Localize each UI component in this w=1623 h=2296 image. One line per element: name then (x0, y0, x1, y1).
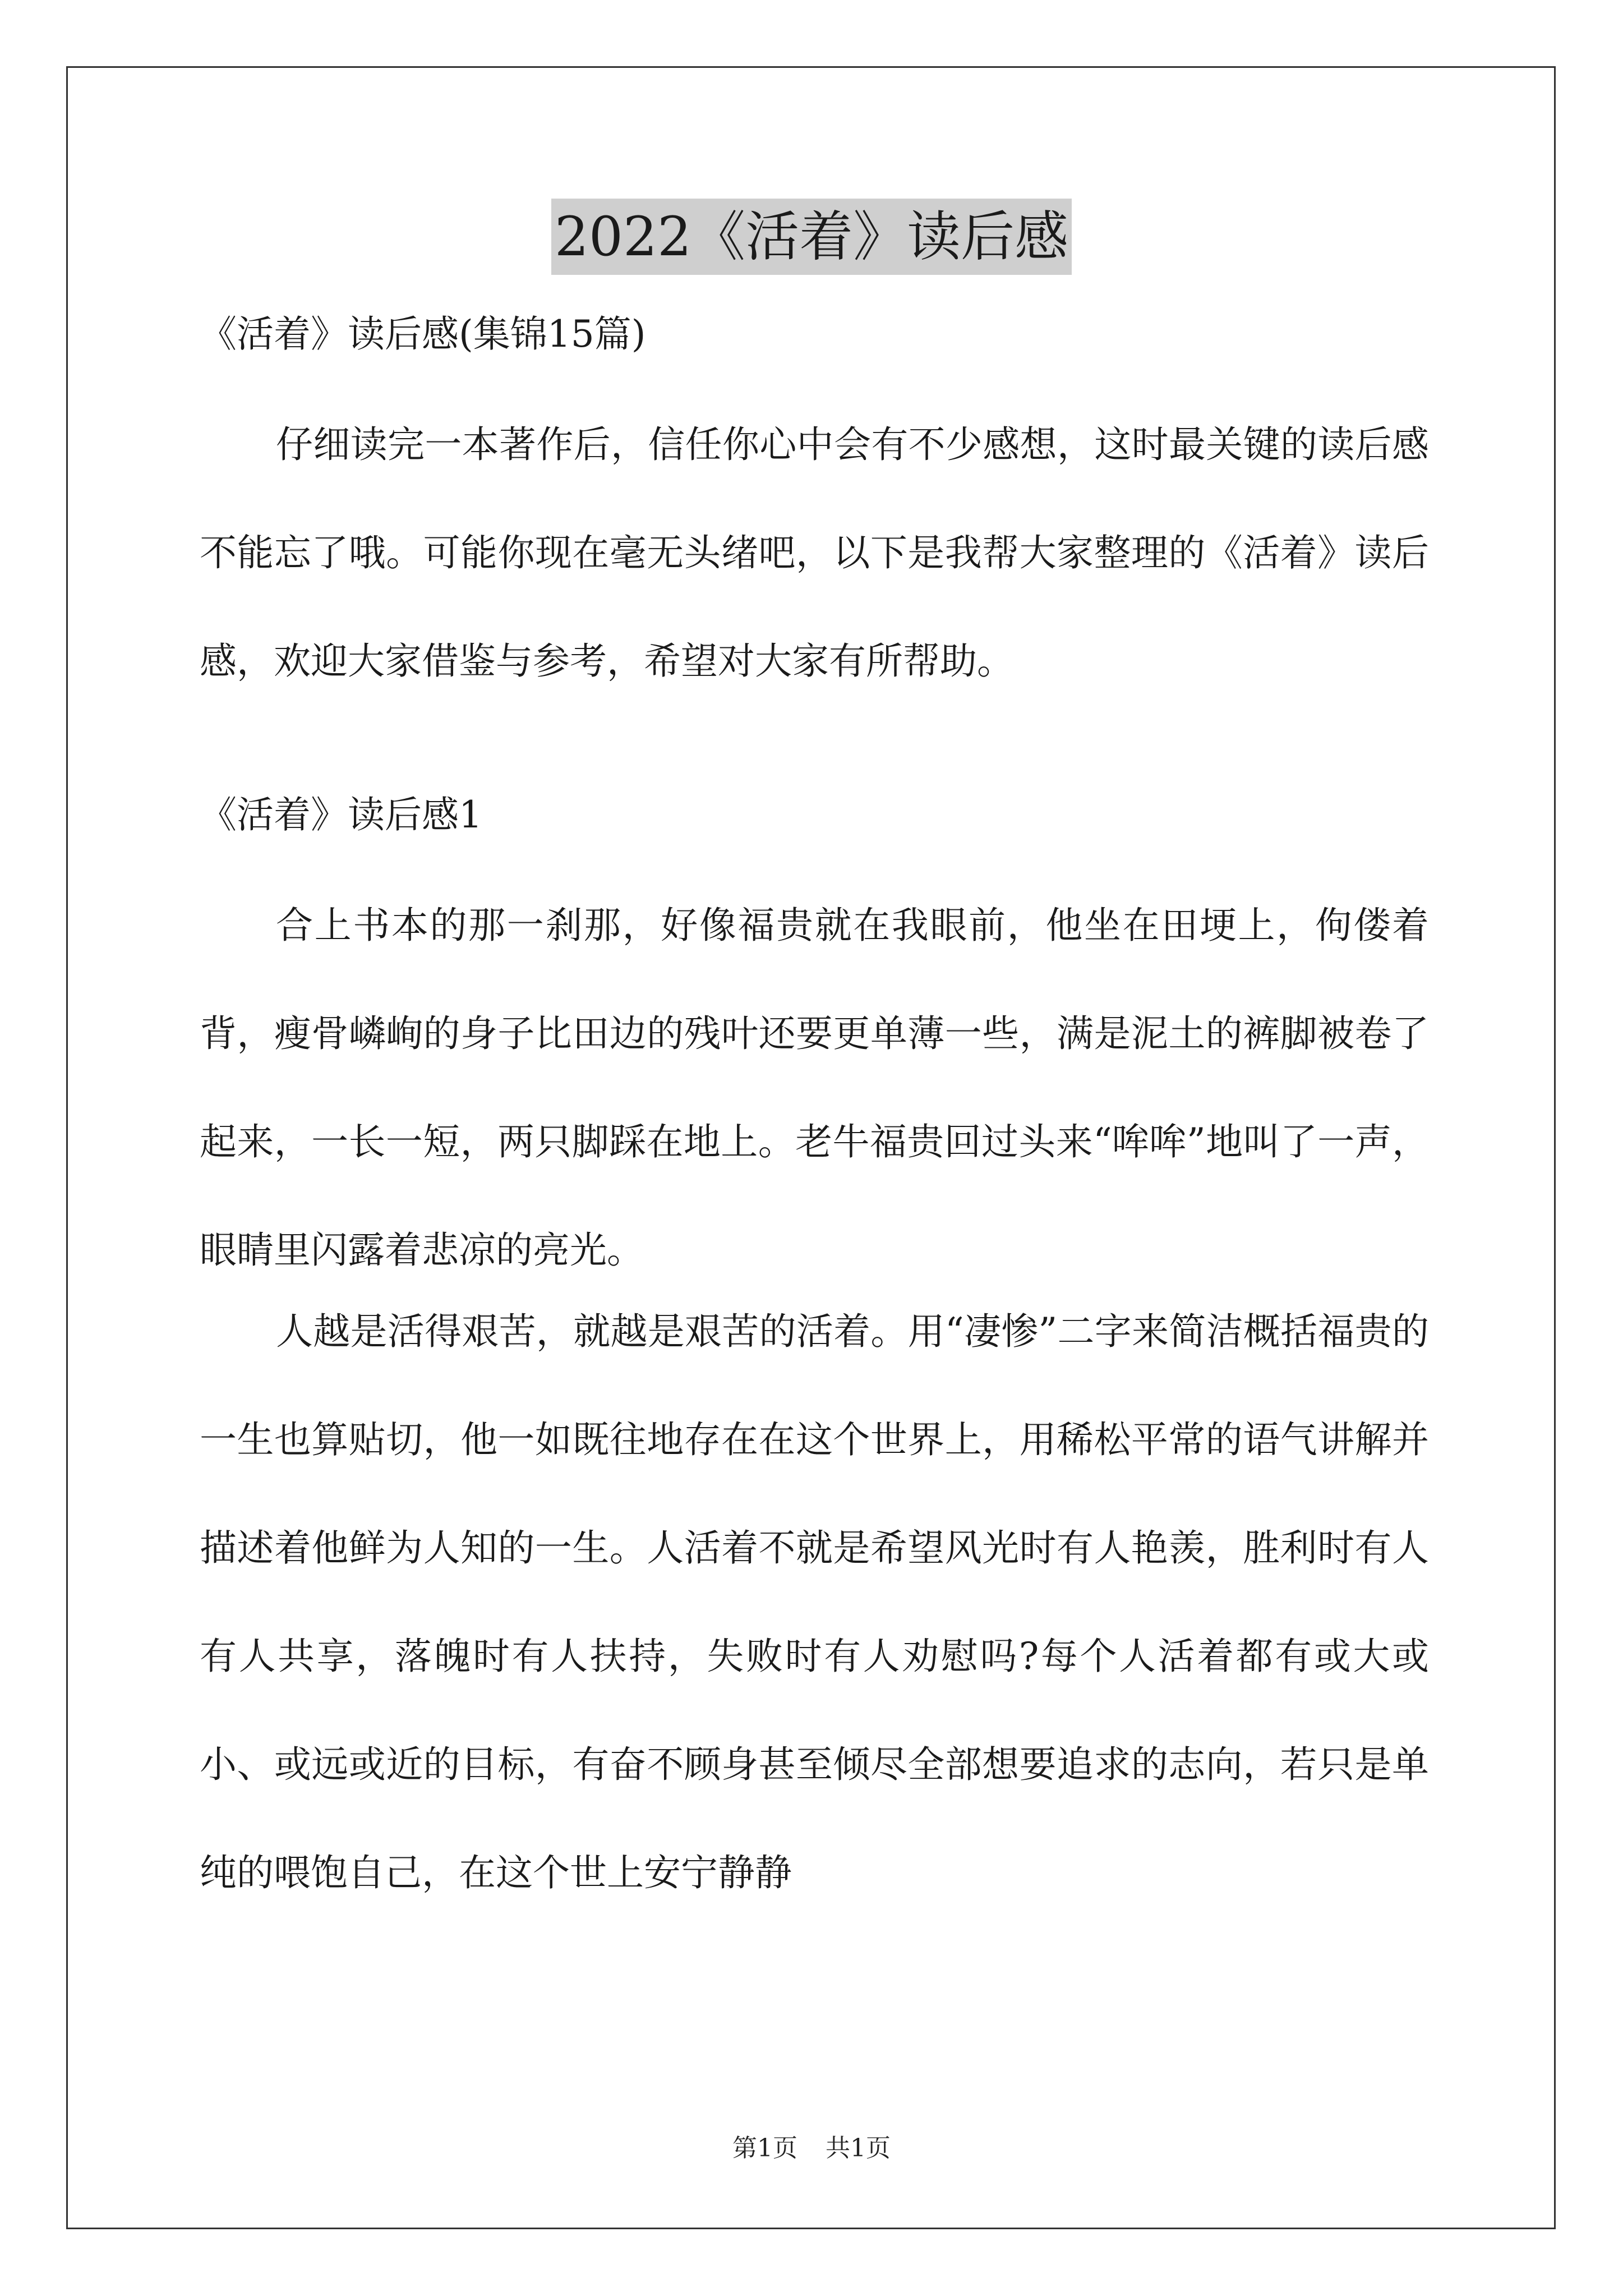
title-container (0, 199, 1623, 275)
document-body (200, 307, 1429, 1927)
intro-paragraph: 仔细读完一本著作后，信任你心中会有不少感想，这时最关键的读后感不能忘了哦。可能你现在毫无头绪吧，以下是我帮大家整理的《活着》读后感，欢迎大家借鉴与参考，希望对大家有所帮助。 (200, 423, 1429, 683)
document-title: 2022《活着》读后感 (551, 199, 1072, 275)
page-number: 第1页 (732, 2134, 797, 2162)
section-heading: 《活着》读后感1 (200, 793, 482, 836)
body-paragraph: 合上书本的那一刹那，好像福贵就在我眼前，他坐在田埂上，佝偻着背，瘦骨嶙峋的身子比田边的残叶还要更单薄一些，满是泥土的裤脚被卷了起来，一长一短，两只脚踩在地上。老牛福贵回过头来“哞哞”地叫了一声，眼睛里闪露着悲凉的亮光。 (200, 904, 1429, 1272)
page-footer (0, 2132, 1623, 2165)
body-paragraph: 人越是活得艰苦，就越是艰苦的活着。用“凄惨”二字来简洁概括福贵的一生也算贴切，他一如既往地存在在这个世界上，用稀松平常的语气讲解并描述着他鲜为人知的一生。人活着不就是希望风光时有人艳羡，胜利时有人有人共享，落魄时有人扶持，失败时有人劝慰吗?每个人活着都有或大或小、或远或近的目标，有奋不顾身甚至倾尽全部想要追求的志向，若只是单纯的喂饱自己，在这个世上安宁静静 (200, 1310, 1429, 1894)
page-total: 共1页 (826, 2134, 891, 2162)
document-subtitle: 《活着》读后感(集锦15篇) (200, 312, 646, 356)
